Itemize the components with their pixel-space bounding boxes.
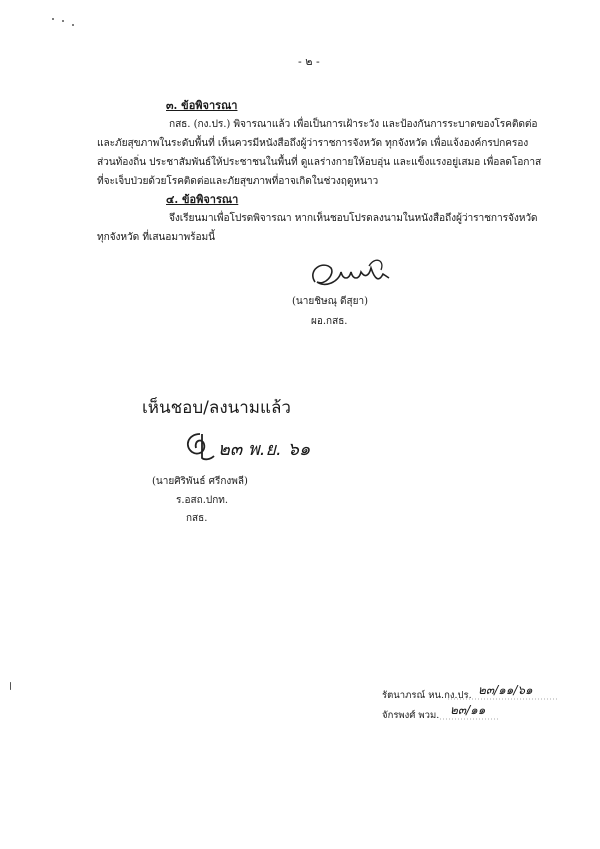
- signer2-name: (นายศิริพันธ์ ศรีกงพลี): [152, 476, 248, 487]
- scan-speck: [52, 18, 54, 20]
- signer1-name: (นายชิษณุ ดีสุยา): [292, 296, 369, 307]
- section4-heading: ๔. ข้อพิจารณา: [166, 193, 239, 206]
- section3-line-3: ส่วนท้องถิ่น ประชาสัมพันธ์ให้ประชาชนในพื้นที่ ดูแลร่างกายให้อบอุ่น และแข็งแรงอยู่เสมอ เพื่อลดโอกาส: [97, 157, 542, 168]
- scan-speck: [62, 20, 64, 22]
- scan-speck: [10, 682, 11, 690]
- section3-line-4: ที่จะเจ็บป่วยด้วยโรคติดต่อและภัยสุขภาพที่อาจเกิดในช่วงฤดูหนาว: [97, 176, 379, 187]
- footer-line2-label: จักรพงศ์ พวม.: [382, 710, 440, 721]
- signer2-subposition: กสธ.: [186, 513, 208, 524]
- signature-2: [180, 430, 220, 462]
- signer1-position: ผอ.กสธ.: [311, 316, 348, 327]
- footer-line1-label: รัตนาภรณ์ หน.กง.ปร.: [382, 690, 472, 701]
- section4-line-1: จึงเรียนมาเพื่อโปรดพิจารณา หากเห็นชอบโปรดลงนามในหนังสือถึงผู้ว่าราชการจังหวัด: [169, 213, 538, 224]
- footer-line2-hand: ๒๓/๑๑: [450, 703, 486, 717]
- section4-line-2: ทุกจังหวัด ที่เสนอมาพร้อมนี้: [97, 232, 216, 243]
- signature-1: [305, 252, 395, 297]
- footer-line2-underline: [440, 717, 500, 721]
- approval-text: เห็นชอบ/ลงนามแล้ว: [142, 398, 291, 418]
- section3-line-1: กสธ. (กง.ปร.) พิจารณาแล้ว เพื่อเป็นการเฝ้าระวัง และป้องกันการระบาดของโรคติดต่อ: [169, 119, 538, 130]
- footer-line1-hand: ๒๓/๑๑/๖๑: [478, 683, 533, 697]
- signer2-position: ร.อสถ.ปกท.: [176, 495, 229, 506]
- scan-speck: [72, 24, 74, 26]
- approval-date: ๒๓ พ.ย. ๖๑: [218, 439, 311, 460]
- section3-heading: ๓. ข้อพิจารณา: [166, 99, 238, 112]
- section3-line-2: และภัยสุขภาพในระดับพื้นที่ เห็นควรมีหนังสือถึงผู้ว่าราชการจังหวัด ทุกจังหวัด เพื่อแจ้งองค์กรปกครอง: [97, 138, 529, 149]
- page-number: - ๒ -: [298, 55, 320, 68]
